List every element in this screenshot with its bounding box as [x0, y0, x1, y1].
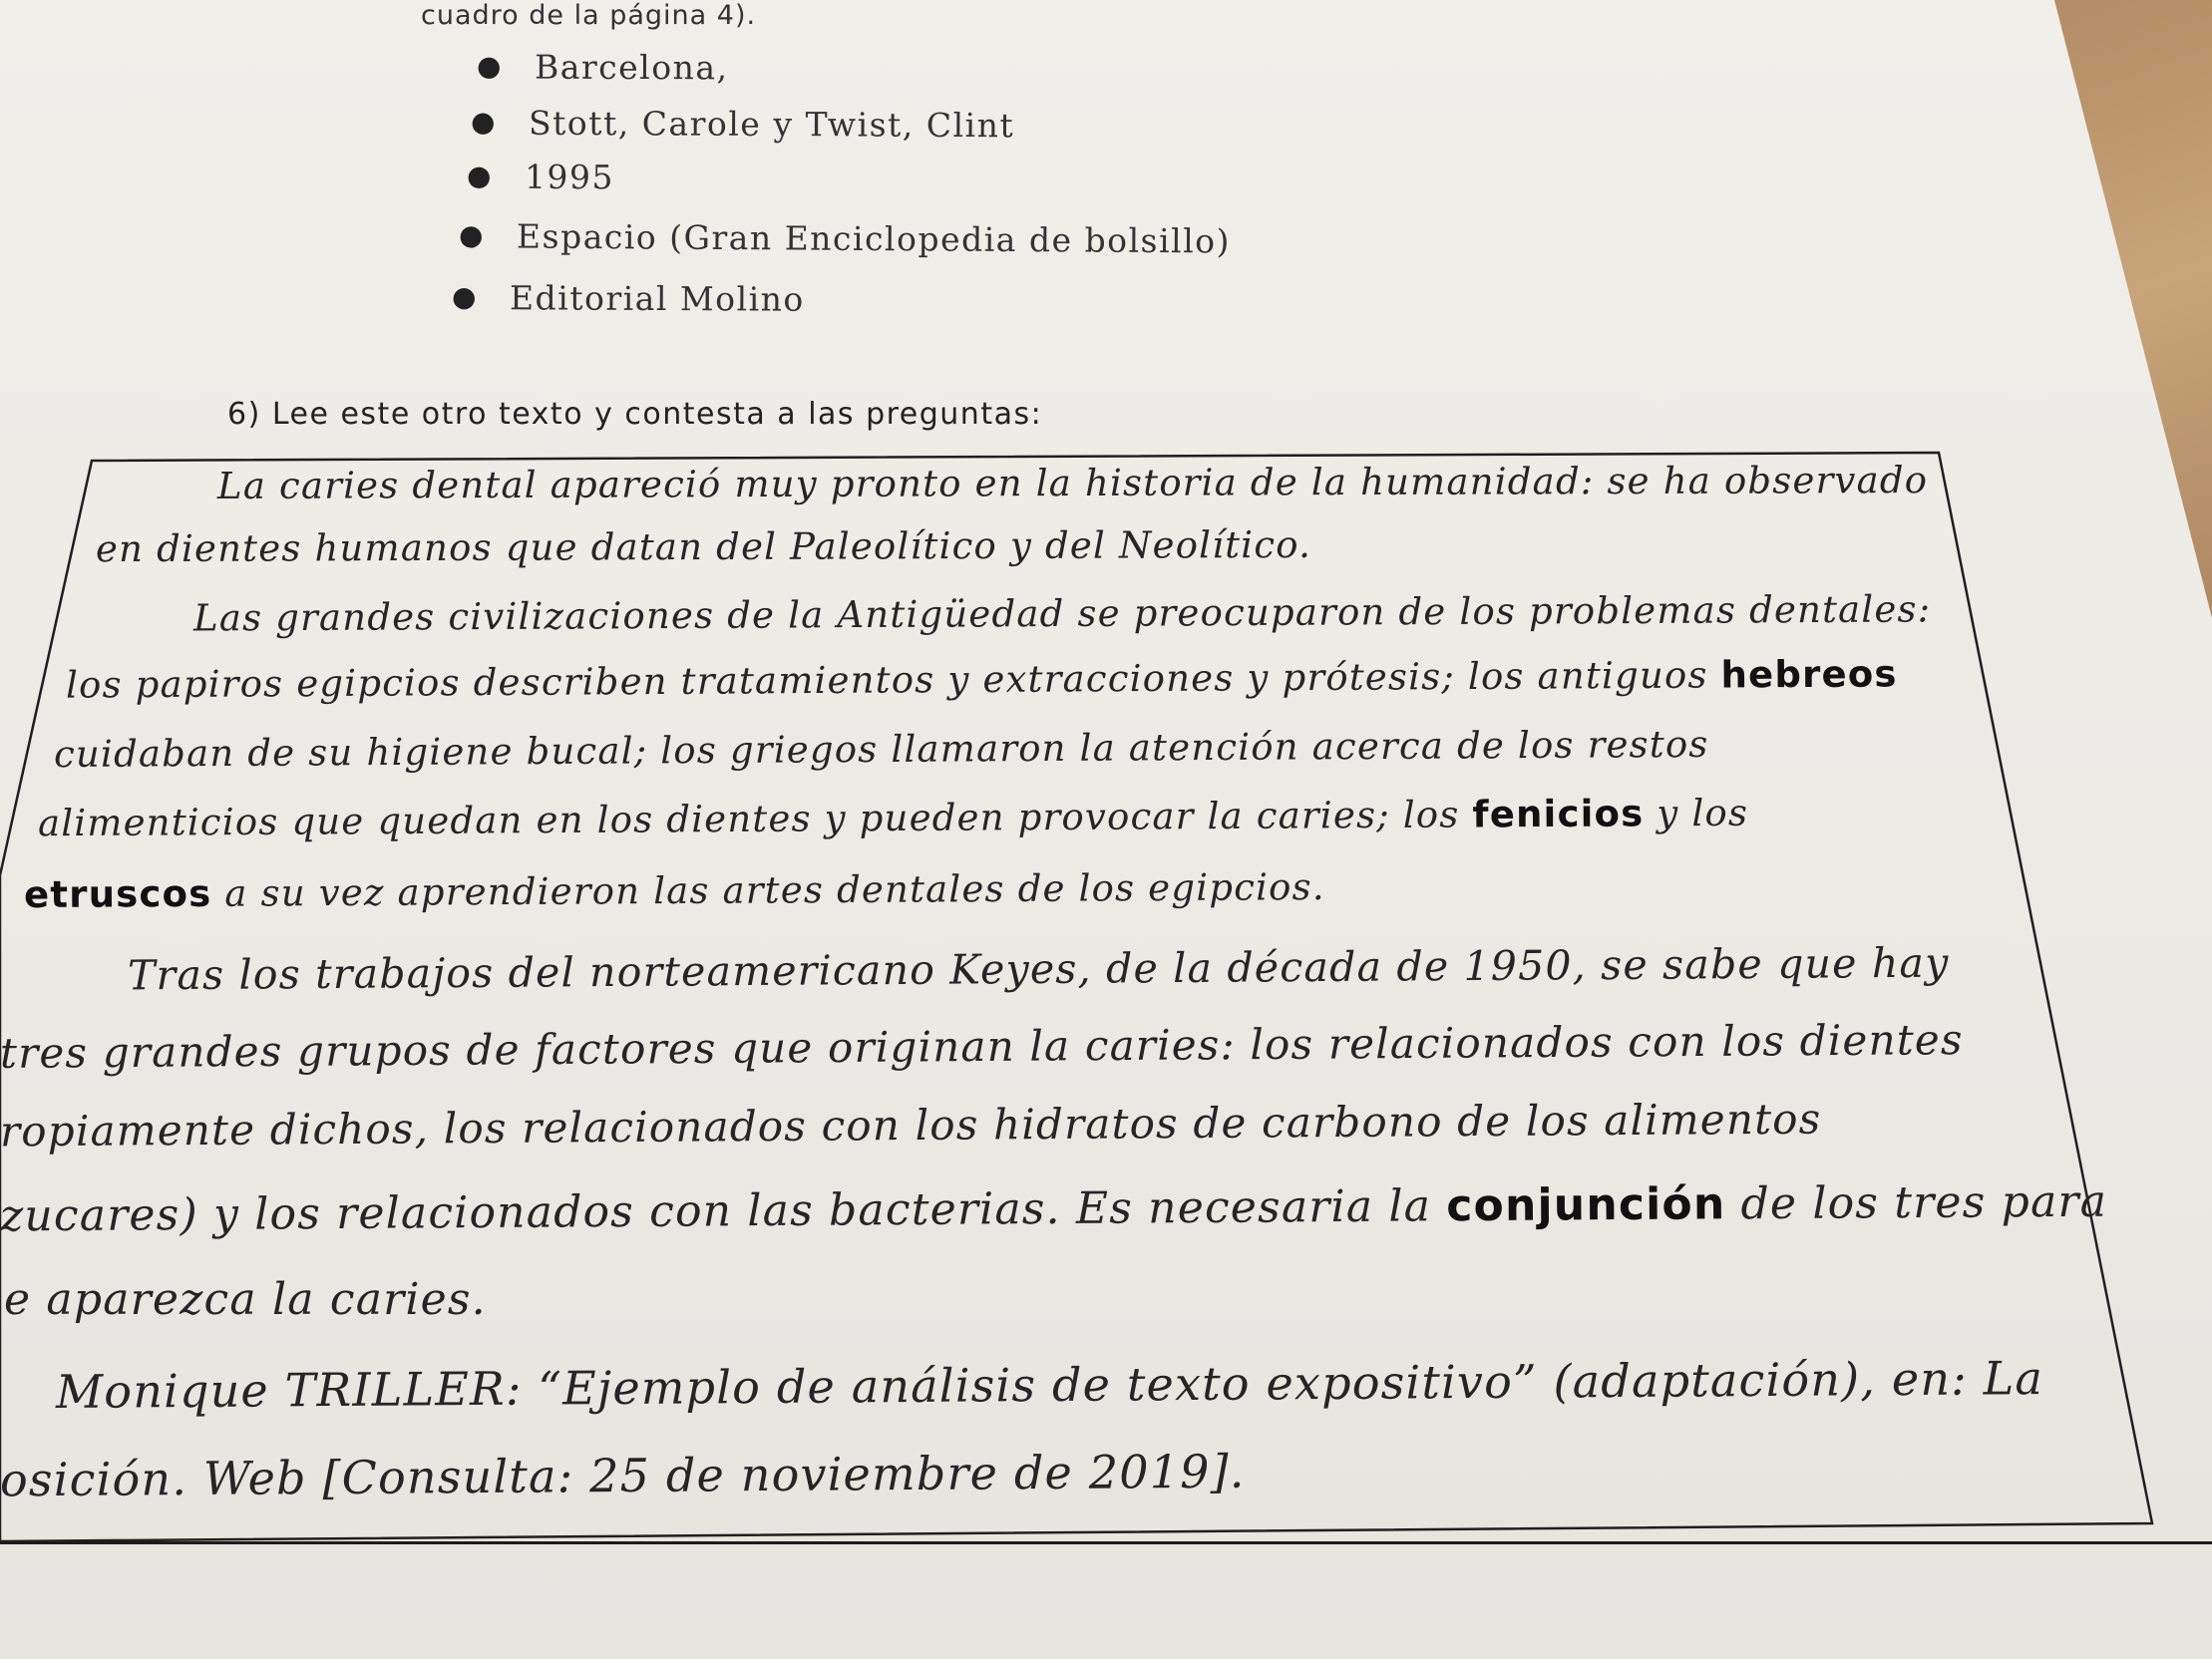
question-heading: 6) Lee este otro texto y contesta a las preguntas:: [227, 397, 1043, 432]
passage-line: Las grandes civilizaciones de la Antigüedad se preocuparon de los problemas dentales:: [192, 587, 1932, 640]
bullet-icon: ●: [476, 49, 503, 83]
citation-line: osición. Web [Consulta: 25 de noviembre de 2019].: [0, 1444, 1246, 1507]
passage-line: La caries dental apareció muy pronto en la historia de la humanidad: se ha observado: [216, 459, 1929, 507]
header-fragment: cuadro de la página 4).: [421, 0, 757, 31]
bold-word-fenicios: fenicios: [1472, 792, 1645, 836]
bibliography-item-text: Stott, Carole y Twist, Clint: [528, 103, 1015, 146]
bold-word-etruscos: etruscos: [23, 871, 212, 916]
bibliography-item-text: Espacio (Gran Enciclopedia de bolsillo): [516, 216, 1232, 261]
bullet-icon: ●: [466, 159, 494, 192]
passage-line: Tras los trabajos del norteamericano Keyes, de la década de 1950, se sabe que hay: [127, 938, 1950, 1000]
bottom-rule: [0, 1541, 2212, 1544]
passage-line: etruscos a su vez aprendieron las artes dentales de los egipcios.: [23, 865, 1325, 916]
bullet-icon: ●: [451, 279, 479, 314]
bullet-icon: ●: [458, 218, 486, 252]
bibliography-item-text: Barcelona,: [534, 47, 729, 88]
passage-line: tres grandes grupos de factores que originan la caries: los relacionados con los dientes: [0, 1015, 1964, 1078]
bibliography-item-text: 1995: [524, 157, 615, 197]
citation-line: Monique TRILLER: “Ejemplo de análisis de texto expositivo” (adaptación), en: La: [55, 1351, 2044, 1419]
passage-line: zucares) y los relacionados con las bacterias. Es necesaria la conjunción de los tres para: [0, 1175, 2108, 1242]
passage-line: cuidaban de su higiene bucal; los griegos llamaron la atención acerca de los restos: [53, 722, 1709, 777]
passage-line: alimenticios que quedan en los dientes y pueden provocar la caries; los fenicios y los: [37, 791, 1749, 845]
bibliography-item-text: Editorial Molino: [509, 278, 805, 319]
bullet-icon: ●: [470, 105, 498, 139]
passage-line: los papiros egipcios describen tratamientos y extracciones y prótesis; los antiguos hebreos: [65, 652, 1898, 707]
bold-word-conjuncion: conjunción: [1446, 1178, 1726, 1232]
passage-line: en dientes humanos que datan del Paleolítico y del Neolítico.: [95, 522, 1312, 571]
passage-line: ropiamente dichos, los relacionados con los hidratos de carbono de los alimentos: [0, 1094, 1822, 1157]
bold-word-hebreos: hebreos: [1720, 652, 1898, 697]
passage-line: e aparezca la caries.: [4, 1274, 487, 1325]
